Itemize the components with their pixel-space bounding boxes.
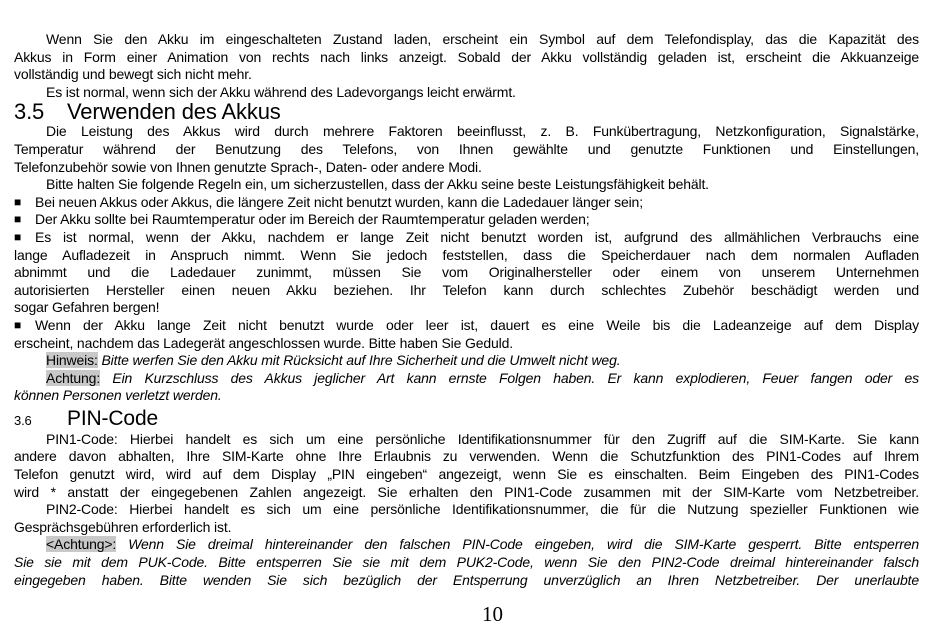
text-line [14, 176, 919, 194]
text-line [14, 484, 919, 502]
page-number: 10 [482, 602, 503, 626]
line-text: können Personen verletzt werden. [14, 387, 222, 404]
section-title: Verwenden des Akkus [67, 99, 281, 125]
section-number: 3.5 [14, 99, 45, 125]
text-line [14, 519, 919, 537]
text-line [14, 554, 919, 572]
text-line [14, 448, 919, 466]
line-text: Akkus in Form einer Animation von rechts nach links anzeigt. Sobald der Akku vollständig geladen ist, erscheint die Akkuanzeige [14, 48, 919, 65]
text-line [14, 387, 919, 405]
line-text: Ein Kurzschluss des Akkus jeglicher Art kann ernste Folgen haben. Er kann explodieren, Feuer fangen oder es [112, 369, 919, 386]
line-text: Sie sie mit dem PUK-Code. Bitte entsperren Sie sie mit dem PUK2-Code, wenn Sie den PIN2-Code dreimal hintereinander falsch [14, 554, 919, 571]
section-heading [14, 405, 919, 431]
text-line [14, 66, 919, 84]
bullet-item-line [14, 317, 919, 335]
text-line [14, 49, 919, 67]
line-text: eingegeben haben. Bitte wenden Sie sich bezüglich der Entsperrung unverzüglich an Ihren Netzbetreiber. Der unerlaubte [14, 571, 919, 588]
note-line [14, 536, 919, 554]
bullet-item-line [14, 194, 919, 212]
line-text: Telefon genutzt wird, wird auf dem Display „PIN eingeben“ angezeigt, wenn Sie es einschalten. Beim Eingeben des PIN1-Codes [14, 466, 919, 483]
section-heading [14, 101, 919, 123]
note-line [14, 352, 919, 370]
bullet-square-icon: ■ [14, 317, 22, 332]
text-line [14, 247, 919, 265]
line-text: sogar Gefahren bergen! [14, 299, 160, 316]
section-number: 3.6 [14, 412, 32, 428]
section-title: PIN-Code [67, 406, 159, 430]
bullet-square-icon: ■ [14, 194, 22, 209]
text-line [14, 282, 919, 300]
bullet-square-icon: ■ [14, 229, 22, 244]
line-text: PIN1-Code: Hierbei handelt es sich um eine persönliche Identifikationsnummer für den Zugriff auf die SIM-Karte. Sie kann [46, 430, 919, 447]
line-text: Der Akku sollte bei Raumtemperatur oder im Bereich der Raumtemperatur geladen werden; [35, 211, 590, 228]
text-line [14, 123, 919, 141]
line-text: erscheint, nachdem das Ladegerät angeschlossen wurde. Bitte haben Sie Geduld. [14, 334, 514, 351]
text-line [14, 335, 919, 353]
text-line [14, 501, 919, 519]
text-line [14, 299, 919, 317]
text-line [14, 466, 919, 484]
line-text: Telefonzubehör sowie von Ihnen genutzte Sprach-, Daten- oder andere Modi. [14, 158, 482, 175]
line-text: Wenn der Akku lange Zeit nicht benutzt wurde oder leer ist, dauert es eine Weile bis die Ladeanzeige auf dem Display [35, 316, 919, 333]
line-text: abnimmt und die Ladedauer zunimmt, müssen Sie vom Originalhersteller oder einem von unserem Unternehmen [14, 264, 919, 281]
text-line [14, 264, 919, 282]
bullet-square-icon: ■ [14, 212, 22, 227]
line-text: Es ist normal, wenn sich der Akku während des Ladevorgangs leicht erwärmt. [46, 83, 516, 100]
line-text: Bei neuen Akkus oder Akkus, die längere Zeit nicht benutzt wurden, kann die Ladedauer länger sein; [35, 193, 643, 210]
line-text: andere davon abhalten, Ihre SIM-Karte ohne Ihre Erlaubnis zu verwenden. Wenn die Schutzfunktion des PIN1-Codes auf Ihrem [14, 448, 919, 465]
note-label: Achtung: [46, 369, 101, 386]
line-text: Wenn Sie den Akku im eingeschalteten Zustand laden, erscheint ein Symbol auf dem Telefondisplay, das die Kapazität des [46, 31, 919, 47]
document-body [14, 31, 919, 589]
line-text: vollständig und bewegt sich nicht mehr. [14, 66, 252, 83]
note-label: <Achtung>: [46, 536, 117, 553]
line-text: Bitte halten Sie folgende Regeln ein, um sicherzustellen, dass der Akku seine beste Leistungsfähigkeit behält. [46, 176, 709, 193]
text-line [14, 431, 919, 449]
text-line [14, 31, 919, 49]
line-text: Gesprächsgebühren erforderlich ist. [14, 518, 232, 535]
line-text: Es ist normal, wenn der Akku, nachdem er lange Zeit nicht benutzt worden ist, aufgrund des allmählichen Verbrauchs eine [35, 228, 919, 245]
bullet-item-line [14, 229, 919, 247]
note-label: Hinweis: [46, 352, 98, 369]
line-text: Bitte werfen Sie den Akku mit Rücksicht auf Ihre Sicherheit und die Umwelt nicht weg. [101, 352, 621, 369]
line-text: Temperatur während der Benutzung des Telefons, von Ihnen gewählte und genutzte Funktionen und Einstellungen, [14, 140, 919, 157]
text-line [14, 141, 919, 159]
line-text: autorisierten Hersteller einen neuen Akku beziehen. Ihr Telefon kann durch schlechtes Zubehör beschädigt werden und [14, 281, 919, 298]
line-text: Die Leistung des Akkus wird durch mehrere Faktoren beeinflusst, z. B. Funkübertragung, Netzkonfiguration, Signalstärke, [46, 123, 919, 140]
line-text: wird * anstatt der eingegebenen Zahlen angezeigt. Sie erhalten den PIN1-Code zusammen mit der SIM-Karte vom Netzbetreiber. [14, 483, 919, 500]
note-line [14, 370, 919, 388]
text-line [14, 159, 919, 177]
line-text: Wenn Sie dreimal hintereinander den falschen PIN-Code eingeben, wird die SIM-Karte gesperrt. Bitte entsperren [128, 536, 919, 553]
bullet-item-line [14, 211, 919, 229]
line-text: lange Aufladezeit in Anspruch nimmt. Wenn Sie jedoch feststellen, dass die Speicherdauer nach dem normalen Aufladen [14, 246, 919, 263]
line-text: PIN2-Code: Hierbei handelt es sich um eine persönliche Identifikationsnummer, die für die Nutzung spezieller Funktionen wie [46, 501, 919, 518]
text-line [14, 572, 919, 590]
